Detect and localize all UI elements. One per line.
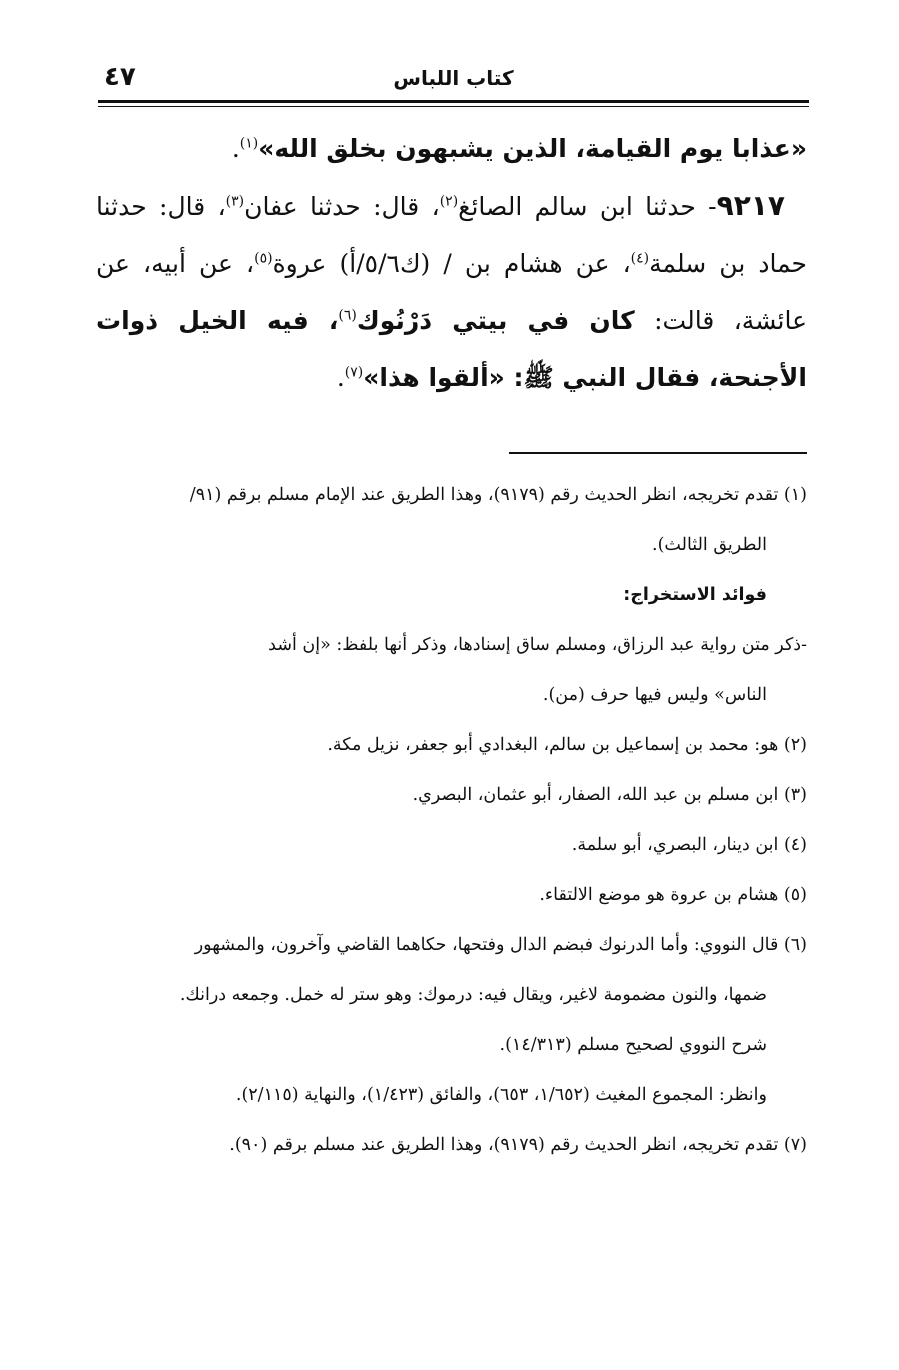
benefits-heading: فوائد الاستخراج: <box>623 585 767 605</box>
running-title: كتاب اللباس <box>393 66 514 90</box>
footnote-7: (٧) تقدم تخريجه، انظر الحديث رقم (٩١٧٩)، وهذا الطريق عند مسلم برقم (٩٠). <box>229 1135 807 1155</box>
hadith-text-part-1: كان في بيتي دَرْنُوك <box>356 306 635 335</box>
footnote-ref-7: (٧) <box>344 364 364 381</box>
hadith-text-part-2: ، فيه الخيل ذوات الأجنحة، فقال النبي ﷺ: «ألقوا هذا» <box>96 306 807 392</box>
footnote-ref-1: (١) <box>239 135 259 152</box>
footnote-ref-6: (٦) <box>338 307 357 324</box>
chain-part-2: ، قال: حدثنا عفان <box>244 192 440 221</box>
header-rule-thick <box>98 100 809 103</box>
footnote-4: (٤) ابن دينار، البصري، أبو سلمة. <box>571 835 807 855</box>
footnote-6-line-4: وانظر: المجموع المغيث (١/٦٥٢، ٦٥٣)، والفائق (١/٤٢٣)، والنهاية (٢/١١٥). <box>235 1085 767 1105</box>
quote-end-words: عذابا يوم القيامة، الذين يشبهون بخلق الله <box>274 134 791 163</box>
page-number: ٤٧ <box>104 62 136 92</box>
line1-period: . <box>231 134 240 163</box>
header-rule-thin <box>98 106 809 107</box>
main-line-1 <box>96 120 807 177</box>
footnote-ref-2: (٢) <box>439 193 459 210</box>
page-header <box>98 62 809 98</box>
quote-end-text: «عذابا يوم القيامة، الذين يشبهون بخلق الله» <box>258 134 807 163</box>
footnote-ref-5: (٥) <box>254 250 273 267</box>
footnote-1-line-1: (١) تقدم تخريجه، انظر الحديث رقم (٩١٧٩)، وهذا الطريق عند الإمام مسلم برقم (٩١/ <box>189 485 807 505</box>
main-text <box>96 120 807 406</box>
footnote-6-line-1: (٦) قال النووي: وأما الدرنوك فبضم الدال وفتحها، حكاهما القاضي وآخرون، والمشهور <box>194 935 807 955</box>
footnote-6-line-3: شرح النووي لصحيح مسلم (١٤/٣١٣). <box>499 1035 767 1055</box>
chain-part-4: ، عن هشام بن / (ك٥/٦/أ) عروة <box>272 249 631 278</box>
footnote-6-line-2: ضمها، والنون مضمومة لاغير، ويقال فيه: درموك: وهو ستر له خمل. وجمعه درانك. <box>179 985 767 1005</box>
chain-part-1: - حدثنا ابن سالم الصائغ <box>458 192 717 221</box>
footnote-3: (٣) ابن مسلم بن عبد الله، الصفار، أبو عثمان، البصري. <box>412 785 807 805</box>
footnote-separator <box>509 452 807 454</box>
chain-part-5: ، عن أبيه، عن عائشة، قالت: <box>96 249 807 335</box>
hadith-period: . <box>336 363 345 392</box>
footnotes <box>96 470 807 1170</box>
footnote-ref-4: (٤) <box>630 250 650 267</box>
footnote-1-line-2: الطريق الثالث). <box>652 535 767 555</box>
hadith-number: ٩٢١٧ <box>716 189 785 222</box>
footnote-5: (٥) هشام بن عروة هو موضع الالتقاء. <box>539 885 807 905</box>
hadith-paragraph <box>96 177 807 406</box>
chain-part-3: ، قال: حدثنا حماد بن سلمة <box>96 192 808 278</box>
benefit-line-1: -ذكر متن رواية عبد الرزاق، ومسلم ساق إسنادها، وذكر أنها بلفظ: «إن أشد <box>268 635 807 655</box>
footnote-2: (٢) هو: محمد بن إسماعيل بن سالم، البغدادي أبو جعفر، نزيل مكة. <box>327 735 807 755</box>
footnote-ref-3: (٣) <box>225 193 245 210</box>
benefit-line-2: الناس» وليس فيها حرف (من). <box>542 685 767 705</box>
